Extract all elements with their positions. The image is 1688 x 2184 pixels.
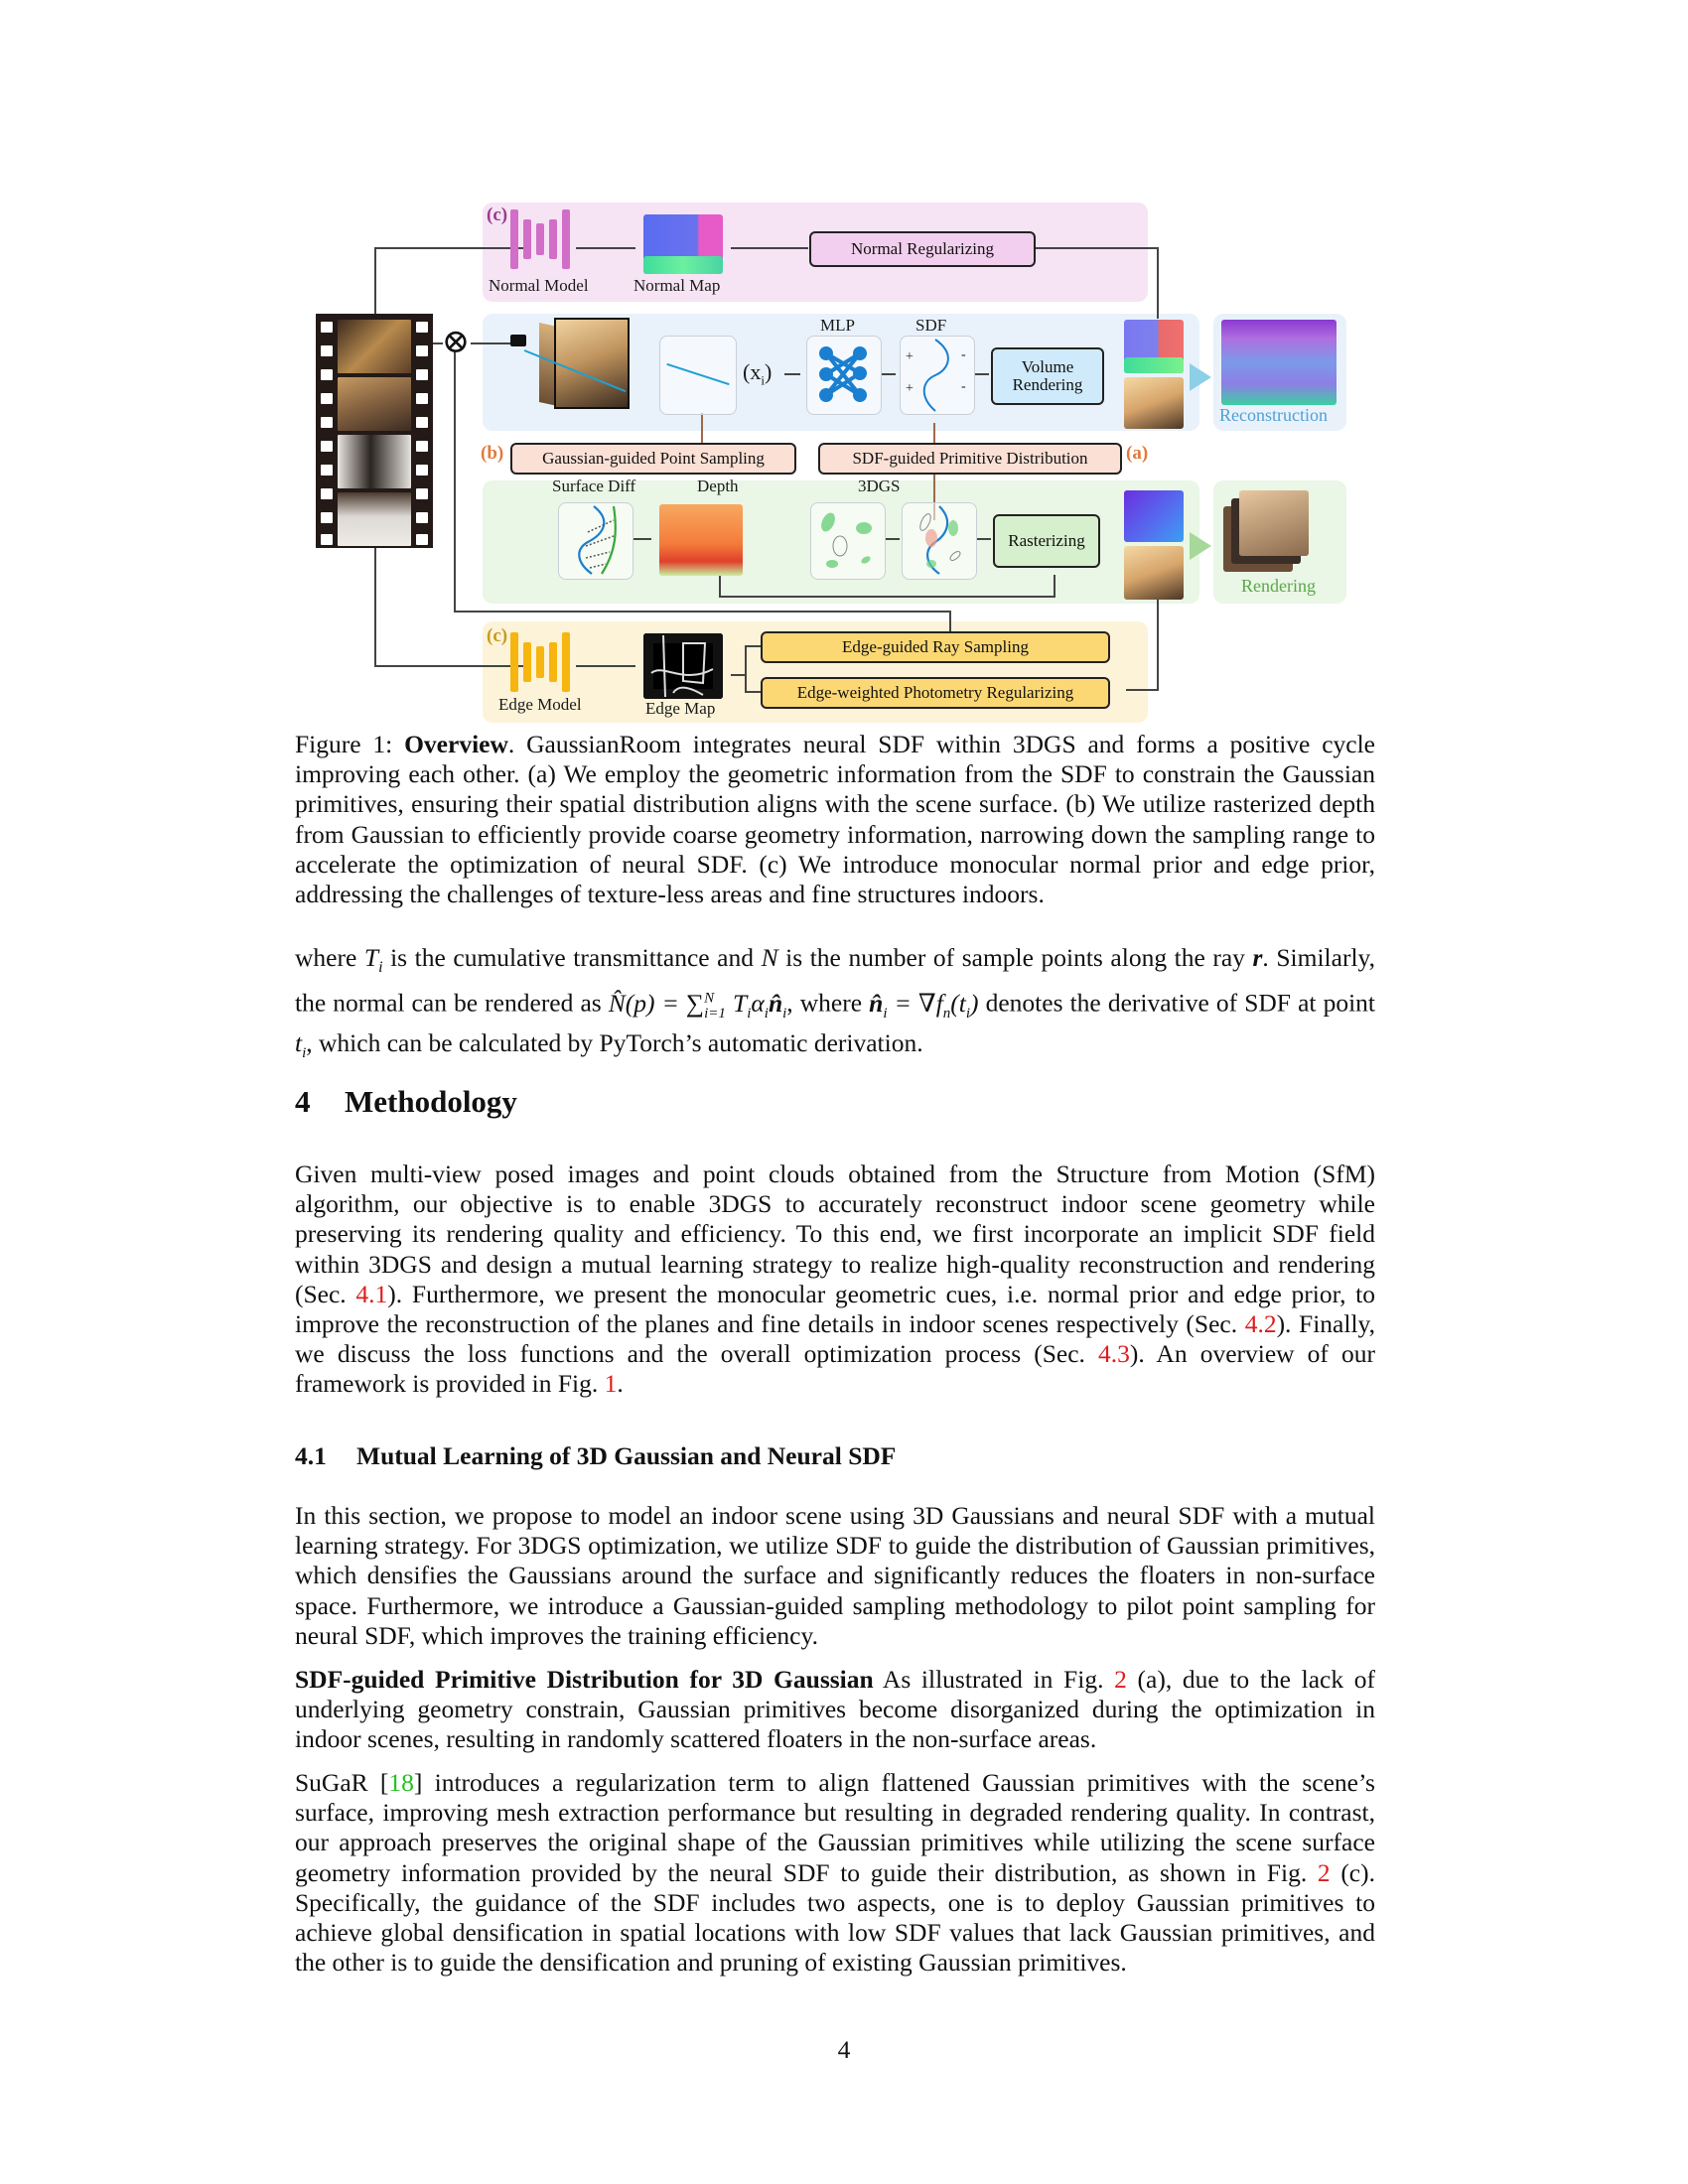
figure-ref-link[interactable]: 1: [604, 1369, 618, 1399]
sample-point-xi: $(x_i)$: [743, 359, 773, 388]
sdf-plus-sign: +: [906, 349, 914, 364]
connector-line: [784, 373, 800, 375]
citation-link[interactable]: 18: [388, 1768, 414, 1797]
edge-branch-tag: (c): [487, 625, 508, 646]
page-number: 4: [837, 2035, 851, 2064]
sdf-minus-sign: -: [961, 379, 966, 394]
edge-map-label: Edge Map: [645, 699, 716, 718]
depth-label: Depth: [697, 477, 739, 495]
edge-weighted-photometry-regularizing-box: Edge-weighted Photometry Regularizing: [761, 677, 1110, 709]
figure-1-overview: [316, 203, 1348, 723]
connector-line: [1157, 247, 1159, 319]
figure-ref-link[interactable]: 2: [1317, 1857, 1331, 1887]
sdf-label: SDF: [915, 316, 947, 335]
input-frame: [338, 320, 411, 373]
connector-line: [1054, 575, 1055, 597]
output-arrow-icon: [1190, 532, 1211, 560]
guided-gaussians-icon: [902, 502, 975, 578]
input-frame: [338, 492, 411, 546]
3dgs-label: 3DGS: [858, 477, 901, 495]
normal-model-icon: [510, 208, 570, 270]
connector-line: [576, 665, 635, 667]
sdf-guided-paragraph: SDF-guided Primitive Distribution for 3D Gaussian As illustrated in Fig. 2 (a), due to the lack of underlying geometry constrain, Gaussian primitives become disorganized during the optimization in indoor scenes, resulting in randomly scattered floaters in the non-surface areas.: [295, 1665, 1375, 1754]
connector-line: [454, 351, 456, 612]
scene-cube-image: [554, 318, 630, 409]
normal-map-label: Normal Map: [633, 276, 721, 295]
input-image-filmstrip: [316, 314, 433, 548]
mutual-learning-paragraph: In this section, we propose to model an indoor scene using 3D Gaussians and neural SDF with a mutual learning strategy. For 3DGS optimization, we utilize SDF to guide the distribution of Gaussian primitives, which densifies the Gaussians around the surface and significantly reduces the floaters in non-surface space. Furthermore, we introduce a Gaussian-guided sampling methodology to pilot point sampling for neural SDF, which improves the training efficiency.: [295, 1501, 1375, 1650]
section-ref-link[interactable]: 4.3: [1098, 1339, 1130, 1369]
caption-text: . GaussianRoom integrates neural SDF within 3DGS and forms a positive cycle improving each other. (a) We employ the geometric information from the SDF to constrain the Gaussian primitives, ensuring their spatial distribution aligns with the scene surface. (b) We utilize rasterized depth from Gaussian to efficiently provide coarse geometry information, narrowing down the sampling range to accelerate the optimization of neural SDF. (c) We introduce monocular normal prior and edge prior, addressing the challenges of texture-less areas and fine structures indoors.: [295, 730, 1375, 909]
gaussian-guided-point-sampling-box: Gaussian-guided Point Sampling: [510, 443, 796, 475]
connector-line: [374, 247, 376, 315]
connector-line: [975, 373, 989, 375]
math-ti: $t_i$: [295, 1028, 307, 1062]
connector-line: [471, 342, 510, 344]
connector-line: [886, 538, 900, 540]
math-gradient-formula: $n̂_i = \nabla f_n(t_i)$: [869, 988, 979, 1022]
sdf-minus-sign: -: [961, 347, 966, 362]
edge-lines-icon: [643, 633, 723, 699]
connector-line: [745, 691, 761, 693]
math-N: N: [761, 943, 778, 972]
rendered-color-image: [1124, 377, 1184, 429]
caption-prefix: Figure 1:: [295, 730, 405, 758]
normal-regularizing-box: Normal Regularizing: [809, 231, 1036, 267]
rasterized-color-image: [1124, 546, 1184, 600]
connector-line: [977, 538, 991, 540]
connector-line: [374, 547, 376, 666]
connector-line: [1035, 247, 1159, 249]
rendered-normal-floor: [1124, 357, 1184, 373]
rasterizing-box: Rasterizing: [993, 514, 1100, 568]
connector-line: [719, 596, 1055, 598]
normal-model-label: Normal Model: [489, 276, 589, 295]
sdf-plus-sign: +: [906, 381, 914, 396]
connector-line: [576, 247, 635, 249]
normal-branch-tag: (c): [487, 205, 508, 225]
connector-line: [374, 247, 523, 249]
rendering-label: Rendering: [1241, 576, 1316, 596]
connector-line: [745, 645, 747, 693]
rendering-image-stack: [1239, 490, 1309, 556]
volume-rendering-box: Volume Rendering: [991, 347, 1104, 405]
connector-line: [1157, 600, 1159, 691]
math-normal-formula: N̂(p) = ∑$^N_{i=1}$ $T_i\alpha_in̂_i$: [608, 988, 787, 1022]
methodology-paragraph: Given multi-view posed images and point clouds obtained from the Structure from Motion (SfM) algorithm, our objective is to enable 3DGS to accurately reconstruct indoor scene geometry while preserving its rendering quality and efficiency. To this end, we first incorporate an implicit SDF field within 3DGS and design a mutual learning strategy to realize high-quality reconstruction and rendering (Sec. 4.1). Furthermore, we present the monocular geometric cues, i.e. normal prior and edge prior, to improve the reconstruction of the planes and fine details in indoor scenes respectively (Sec. 4.2). Finally, we discuss the loss functions and the overall optimization process (Sec. 4.3). An overview of our framework is provided in Fig. 1.: [295, 1160, 1376, 1399]
connector-line: [1126, 689, 1159, 691]
connector-line: [731, 247, 808, 249]
rasterized-normal-image: [1124, 490, 1184, 542]
bridge-arrow-b: [701, 413, 703, 445]
section-heading: 4 Methodology: [295, 1084, 517, 1119]
section-ref-link[interactable]: 4.1: [355, 1279, 388, 1308]
depth-map-image: [659, 504, 743, 576]
connector-line: [374, 665, 523, 667]
connector-line: [719, 576, 721, 598]
connector-line: [633, 538, 651, 540]
camera-icon: [510, 335, 526, 346]
reconstruction-label: Reconstruction: [1219, 405, 1328, 425]
edge-model-icon: [510, 631, 570, 693]
input-frame: [338, 435, 411, 488]
connector-line: [454, 611, 950, 613]
figure-caption: [295, 730, 1375, 909]
connector-line: [745, 645, 761, 647]
edge-guided-ray-sampling-box: Edge-guided Ray Sampling: [761, 631, 1110, 663]
paragraph-run-in-heading: SDF-guided Primitive Distribution for 3D Gaussian: [295, 1665, 874, 1694]
sdf-guided-primitive-distribution-box: SDF-guided Primitive Distribution: [818, 443, 1122, 475]
surface-diff-icon: [558, 502, 632, 578]
gaussian-primitives-icon: [810, 502, 884, 578]
figure-ref-link[interactable]: 2: [1114, 1665, 1127, 1694]
math-ray-r: r: [1252, 943, 1263, 972]
reconstruction-mesh-image: [1221, 320, 1336, 405]
surface-diff-label: Surface Diff: [552, 477, 636, 495]
combine-operator-icon: ⊗: [441, 324, 471, 360]
input-frame: [338, 377, 411, 431]
mlp-label: MLP: [820, 316, 855, 335]
caption-title: Overview: [404, 730, 508, 758]
distribution-tag-a: (a): [1126, 443, 1149, 464]
neural-network-icon: [814, 343, 872, 405]
sugar-paragraph: SuGaR [18] introduces a regularization term to align flattened Gaussian primitives with the scene’s surface, improving mesh extraction performance but resulting in degraded rendering quality. In contrast, our approach preserves the original shape of the Gaussian primitives while utilizing the scene surface geometry information provided by the neural SDF to guide their distribution, as shown in Fig. 2 (c). Specifically, the guidance of the SDF includes two aspects, one is to deploy Gaussian primitives to achieve global densification in spatial locations with low SDF values that lack Gaussian primitives, and the other is to guide the densification and pruning of existing Gaussian primitives.: [295, 1768, 1375, 1978]
connector-line: [882, 373, 896, 375]
output-arrow-icon: [1190, 363, 1211, 391]
subsection-heading: 4.1 Mutual Learning of 3D Gaussian and Neural SDF: [295, 1441, 897, 1470]
normal-map-floor: [643, 256, 723, 274]
sampling-tag-b: (b): [481, 443, 504, 464]
math-Ti: $T_i$: [363, 943, 383, 977]
section-ref-link[interactable]: 4.2: [1244, 1309, 1277, 1339]
edge-model-label: Edge Model: [498, 695, 582, 714]
rendering-equation-paragraph: where $T_i$ is the cumulative transmittance and N is the number of sample points along the ray r. Similarly, the normal can be rendered as N̂(p) = ∑$^N_{i=1}$ $T_i\alpha_in̂_i$, where $n̂_i = \nabla f_n(t_i)$ denotes the derivative of SDF at point $t_i$, which can be calculated by PyTorch’s automatic derivation.: [295, 943, 1376, 1062]
